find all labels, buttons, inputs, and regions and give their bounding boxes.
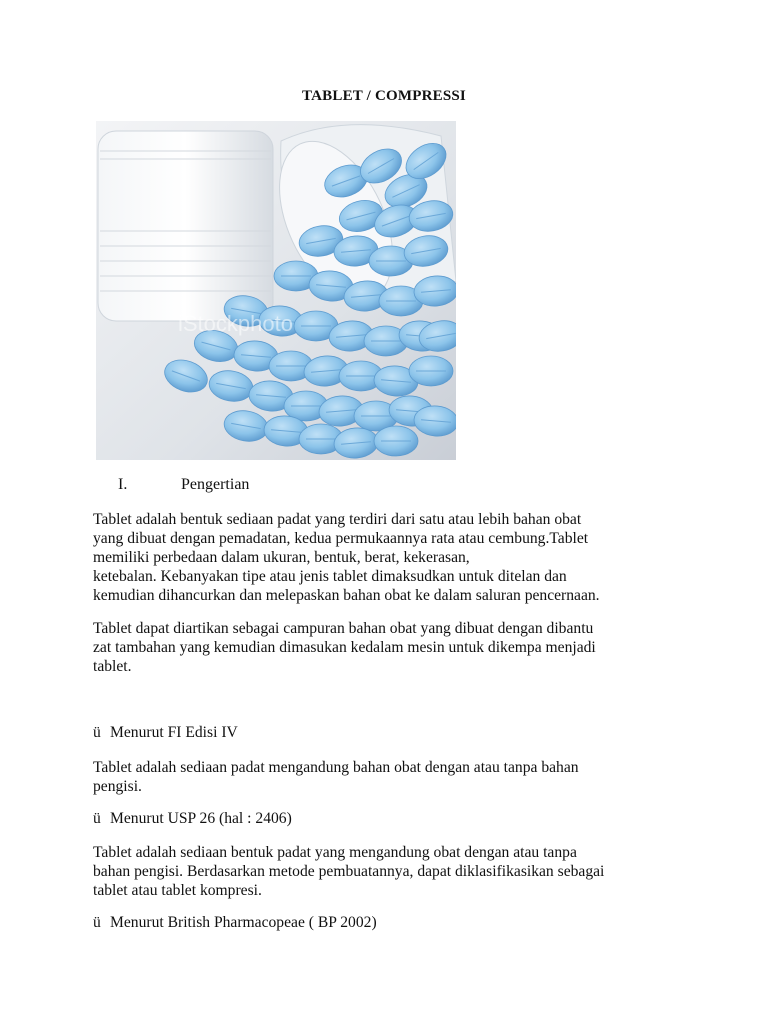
tablets-photo	[96, 121, 456, 460]
paragraph-line: ketebalan. Kebanyakan tipe atau jenis tablet dimaksudkan untuk ditelan dan	[93, 568, 567, 585]
checkmark-icon: ü	[93, 914, 101, 931]
checkmark-icon: ü	[93, 810, 101, 827]
checkmark-icon: ü	[93, 724, 101, 741]
section-heading	[118, 476, 249, 494]
paragraph-line: Tablet adalah sediaan bentuk padat yang mengandung obat dengan atau tanpa	[93, 844, 577, 861]
paragraph-fi-definition	[93, 758, 683, 796]
bottle-cap-shape	[98, 131, 273, 321]
paragraph-line: zat tambahan yang kemudian dimasukan kedalam mesin untuk dikempa menjadi	[93, 639, 596, 656]
paragraph-line: kemudian dihancurkan dan melepaskan bahan obat ke dalam saluran pencernaan.	[93, 587, 600, 604]
watermark-text: iStockphoto	[178, 311, 293, 336]
section-title: Pengertian	[181, 476, 250, 493]
paragraph-definition	[93, 510, 683, 605]
paragraph-line: memiliki perbedaan dalam ukuran, bentuk, berat, kekerasan,	[93, 549, 470, 566]
paragraph-line: tablet.	[93, 658, 132, 675]
paragraph-line: Tablet adalah bentuk sediaan padat yang terdiri dari satu atau lebih bahan obat	[93, 511, 582, 528]
paragraph-line: Tablet adalah sediaan padat mengandung bahan obat dengan atau tanpa bahan	[93, 759, 579, 776]
paragraph-line: pengisi.	[93, 778, 142, 795]
paragraph-line: tablet atau tablet kompresi.	[93, 882, 262, 899]
bullet-fi-edisi: ü Menurut FI Edisi IV	[93, 724, 238, 741]
paragraph-usp-definition	[93, 843, 683, 900]
paragraph-line: yang dibuat dengan pemadatan, kedua permukaannya rata atau cembung.Tablet	[93, 530, 589, 547]
paragraph-line: bahan pengisi. Berdasarkan metode pembuatannya, dapat diklasifikasikan sebagai	[93, 863, 605, 880]
paragraph-line: Tablet dapat diartikan sebagai campuran bahan obat yang dibuat dengan dibantu	[93, 620, 594, 637]
paragraph-mixture	[93, 619, 683, 676]
page-title: TABLET / COMPRESSI	[302, 88, 466, 104]
bullet-british-pharmacopeae: ü Menurut British Pharmacopeae ( BP 2002)	[93, 914, 377, 931]
bullet-usp: ü Menurut USP 26 (hal : 2406)	[93, 810, 292, 827]
section-number: I.	[118, 476, 128, 493]
